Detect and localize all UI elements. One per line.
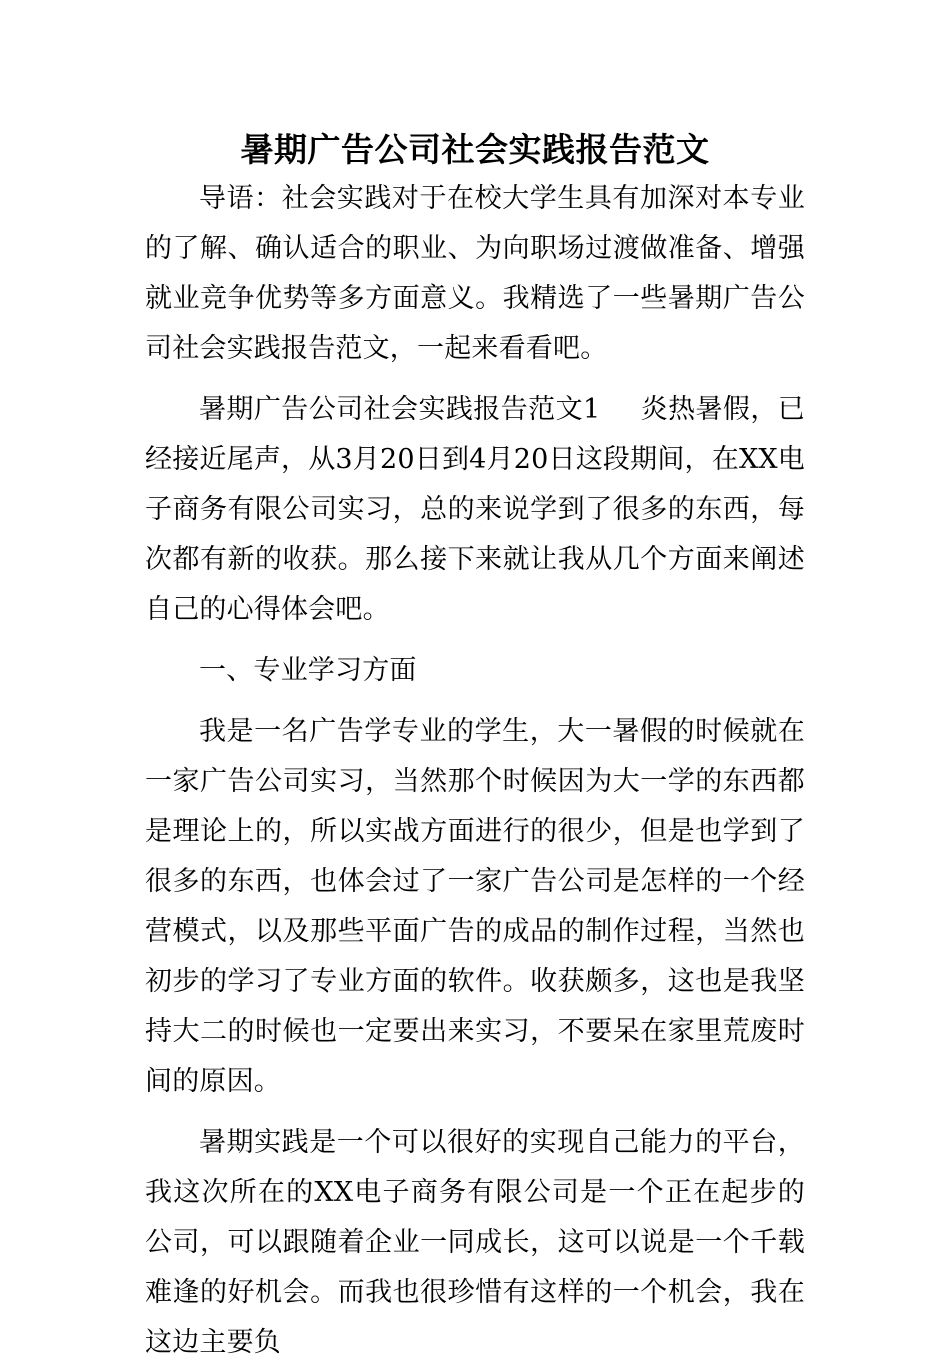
section-1-lead: 炎热暑假，已经接近尾声，从3月20日到4月20日这段期间，在XX电子商务有限公司实习，总的来说学到了很多的东西，每次都有新的收获。那么接下来就让我从几个方面来阐述自己的心得体会吧。: [145, 394, 805, 625]
document-body: [145, 174, 805, 1368]
body-paragraph-2: 暑期实践是一个可以很好的实现自己能力的平台，我这次所在的XX电子商务有限公司是一个正在起步的公司，可以跟随着企业一同成长，这可以说是一个千载难逢的好机会。而我也很珍惜有这样的一个机会，我在这边主要负: [145, 1127, 805, 1358]
body-paragraph-1: 我是一名广告学专业的学生，大一暑假的时候就在一家广告公司实习，当然那个时候因为大一学的东西都是理论上的，所以实战方面进行的很少，但是也学到了很多的东西，也体会过了一家广告公司是怎样的一个经营模式，以及那些平面广告的成品的制作过程，当然也初步的学习了专业方面的软件。收获颇多，这也是我坚持大二的时候也一定要出来实习，不要呆在家里荒废时间的原因。: [145, 716, 805, 1097]
document-title: 暑期广告公司社会实践报告范文: [240, 130, 710, 169]
section-title-1: 暑期广告公司社会实践报告范文1: [199, 394, 601, 425]
section-1-paragraph: [145, 385, 805, 635]
heading-professional-study: 一、专业学习方面: [199, 655, 417, 686]
intro-paragraph: 导语：社会实践对于在校大学生具有加深对本专业的了解、确认适合的职业、为向职场过渡做准备、增强就业竞争优势等多方面意义。我精选了一些暑期广告公司社会实践报告范文，一起来看看吧。: [145, 183, 805, 364]
